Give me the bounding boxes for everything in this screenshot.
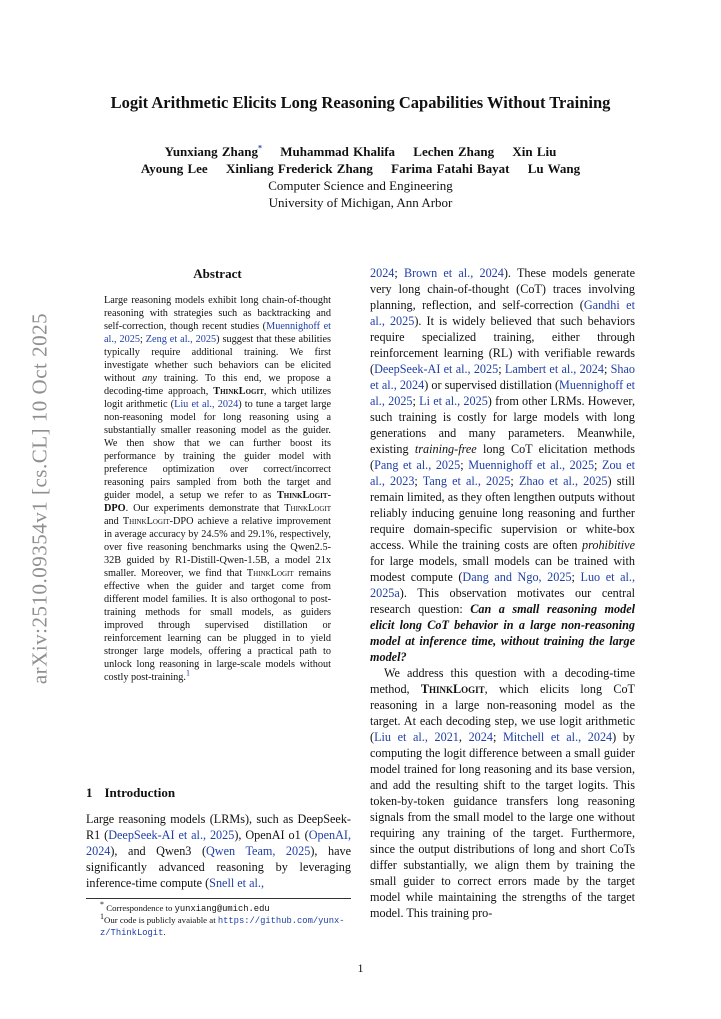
author-name: Muhammad Khalifa <box>280 144 396 159</box>
citation-link[interactable]: Shao et al., 2024 <box>370 362 636 392</box>
abstract-heading: Abstract <box>193 266 242 281</box>
affiliation-university: University of Michigan, Ann Arbor <box>268 195 453 210</box>
page-number: 1 <box>357 961 364 975</box>
citation-link[interactable]: Luo et al., 2025a <box>370 570 635 600</box>
correspondence-mark[interactable]: * <box>258 143 263 153</box>
citation-link[interactable]: Pang et al., 2025 <box>374 458 461 472</box>
citation-link[interactable]: Tang et al., 2025 <box>422 474 511 488</box>
citation-link[interactable]: Snell et al., <box>209 876 265 890</box>
citation-link[interactable]: Qwen Team, 2025 <box>206 844 311 858</box>
introduction-text: Large reasoning models (LRMs), such as DeepSeek-R1 (DeepSeek-AI et al., 2025), OpenAI o1 (OpenAI, 2024), and Qwen3 (Qwen Team, 2025), have significantly advanced reasoning by leveraging inference-time compute (Snell et al., <box>86 812 351 890</box>
citation-link[interactable]: Muennighoff et al., 2025 <box>468 458 595 472</box>
citation-link[interactable]: Zhao et al., 2025 <box>518 474 608 488</box>
method-name: ThinkLogit <box>213 386 264 397</box>
footnote-link[interactable]: 1 <box>186 668 190 678</box>
citation-link[interactable]: Brown et al., 2024 <box>403 266 504 280</box>
author-name: Farima Fatahi Bayat <box>391 161 510 176</box>
paragraph: 2024; Brown et al., 2024). These models generate very long chain-of-thought (CoT) traces involving planning, reflection, and self-correction (Gandhi et al., 2025). It is widely believed that such behaviors require specialized training, either through reinforcement learning (RL) with verifiable rewards (DeepSeek-AI et al., 2025; Lambert et al., 2024; Shao et al., 2024) or supervised distillation (Muennighoff et al., 2025; Li et al., 2025) from other LRMs. However, such training is costly for large models with long generations and many parameters. Meanwhile, existing training-free long CoT elicitation methods (Pang et al., 2025; Muennighoff et al., 2025; Zou et al., 2023; Tang et al., 2025; Zhao et al., 2025) still remain limited, as they often lengthen outputs without reliably inducing genuine long reasoning and further require domain-specific supervision or white-box access. While the training costs are often prohibitive for large models, small models can be trained with modest compute (Dang and Ngo, 2025; Luo et al., 2025a). This observation motivates our central research question: Can a small reasoning model elicit long CoT behavior in a large non-reasoning model at inference time, without training the large model? <box>370 266 636 664</box>
section-heading-introduction: 1 Introduction <box>86 785 176 800</box>
citation-link[interactable]: Liu et al., 2021 <box>374 730 459 744</box>
citation-link[interactable]: Gandhi et al., 2025 <box>370 298 635 328</box>
paper-title: Logit Arithmetic Elicits Long Reasoning Capabilities Without Training <box>110 93 611 112</box>
arxiv-identifier-stamp: arXiv:2510.09354v1 [cs.CL] 10 Oct 2025 <box>27 312 52 685</box>
author-name: Xin Liu <box>512 144 557 159</box>
method-name: ThinkLogit <box>420 682 485 696</box>
author-line-1 <box>60 144 661 160</box>
citation-link[interactable]: Mitchell et al., 2024 <box>502 730 613 744</box>
research-question: Can a small reasoning model elicit long CoT behavior in a large non-reasoning model at inference time, without training the large model? <box>370 602 635 664</box>
author-line-2 <box>60 161 661 177</box>
method-name: ThinkLogit-DPO <box>104 490 331 514</box>
paragraph: We address this question with a decoding-time method, ThinkLogit, which elicits long CoT reasoning in a large non-reasoning model as the target. At each decoding step, we use logit arithmetic (Liu et al., 2021, 2024; Mitchell et al., 2024) by computing the logit difference between a small guider model trained for long reasoning and its base version, and add the resulting shift to the target logits. This token-by-token guidance transfers long reasoning signals from the small model to the large one without requiring any training of the target. Furthermore, since the output distributions of long and short CoTs differ substantially, we align them by training the small guider to correct errors made by the target model while maintaining the strengths of the target model. This training pro- <box>370 666 636 920</box>
citation-link[interactable]: OpenAI, 2024 <box>86 828 351 858</box>
email-address: yunxiang@umich.edu <box>174 904 270 914</box>
citation-link[interactable]: Zeng et al., 2025 <box>145 334 217 345</box>
footnotes <box>86 898 351 939</box>
author-name: Lu Wang <box>527 161 581 176</box>
citation-link[interactable]: DeepSeek-AI et al., 2025 <box>374 362 499 376</box>
affiliation-department: Computer Science and Engineering <box>268 178 453 193</box>
citation-link[interactable]: Zou et al., 2023 <box>370 458 636 488</box>
abstract-text: Large reasoning models exhibit long chain-of-thought reasoning with strategies such as backtracking and self-correction, though recent studies (Muennighoff et al., 2025; Zeng et al., 2025) suggest that these abilities typically require additional training. We first investigate whether such behaviors can be elicited without any training. To this end, we propose a decoding-time approach, ThinkLogit, which utilizes logit arithmetic (Liu et al., 2024) to tune a target large non-reasoning model for long reasoning using a substantially smaller reasoning model as the guider. We then show that we can further boost its performance by training the guider model with preference optimization over correct/incorrect reasoning pairs sampled from both the target and guider model, a setup we refer to as ThinkLogit-DPO. Our experiments demonstrate that ThinkLogit and ThinkLogit-DPO achieve a relative improvement in average accuracy by 24.5% and 29.1%, respectively, over five reasoning benchmarks using the Qwen2.5-32B guided by R1-Distill-Qwen-1.5B, a model 21x smaller. Moreover, we find that ThinkLogit remains effective when the guider and target come from different model families. It is also orthogonal to post-training methods for small models, as guiders improved through supervised distillation or reinforcement learning can be plugged in to yield stronger large models, offering a practical path to unlock long reasoning in large-scale models without costly post-training.$^1$ <box>104 295 332 683</box>
author-name: Lechen Zhang <box>413 144 495 159</box>
footnote-correspondence: * Correspondence to yunxiang@umich.edu <box>100 900 270 914</box>
citation-link[interactable]: DeepSeek-AI et al., 2025 <box>108 828 235 842</box>
citation-link[interactable]: Lambert et al., 2024 <box>504 362 604 376</box>
citation-link[interactable]: 2024 <box>468 730 493 744</box>
footnote-code: $^1$Our code is publicly avaiable at https://github.com/yunx-z/ThinkLogit. <box>100 912 345 938</box>
author-name: Ayoung Lee <box>140 161 208 176</box>
citation-link[interactable]: Muennighoff et al., 2025 <box>370 378 636 408</box>
code-url-link[interactable]: https://github.com/yunx-z/ThinkLogit <box>100 916 345 938</box>
citation-link[interactable]: Dang and Ngo, 2025 <box>462 570 572 584</box>
citation-link[interactable]: Li et al., 2025 <box>419 394 488 408</box>
citation-link[interactable]: 2024 <box>370 266 395 280</box>
right-column-text <box>370 265 635 921</box>
author-name: Yunxiang Zhang* <box>164 143 263 159</box>
citation-link[interactable]: Muennighoff et al., 2025 <box>104 321 331 345</box>
author-name: Xinliang Frederick Zhang <box>225 161 373 176</box>
citation-link[interactable]: Liu et al., 2024 <box>174 399 239 410</box>
